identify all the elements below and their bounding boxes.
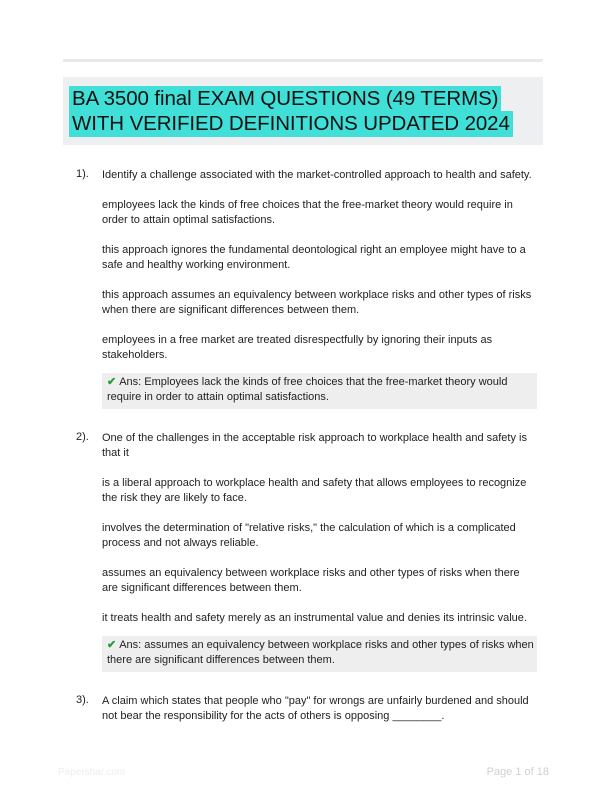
answer-option: this approach ignores the fundamental deontological right an employee might have to a safe and healthy working environment.: [102, 244, 526, 272]
correct-answer-text: Ans: Employees lack the kinds of free choices that the free-market theory would require in order to attain optimal satisfactions.: [107, 376, 508, 404]
page-title-line-1: BA 3500 final EXAM QUESTIONS (49 TERMS): [69, 86, 501, 112]
answer-option: employees lack the kinds of free choices that the free-market theory would require in order to attain optimal satisfactions.: [102, 199, 513, 227]
question-number: 3).: [76, 694, 89, 706]
question-number: 2).: [76, 431, 89, 443]
question-prompt: A claim which states that people who "pay" for wrongs are unfairly burdened and should not bear the responsibility for the acts of others is opposing ________.: [102, 695, 529, 723]
correct-answer-box: [102, 636, 537, 672]
answer-option: this approach assumes an equivalency between workplace risks and other types of risks when there are significant differences between them.: [102, 289, 532, 317]
footer-watermark: Papersbar.com: [58, 767, 126, 778]
answer-option: is a liberal approach to workplace health and safety that allows employees to recognize the risk they are likely to face.: [102, 477, 527, 505]
check-icon: ✔: [107, 376, 117, 388]
correct-answer-box: [102, 373, 537, 409]
question-prompt: Identify a challenge associated with the market-controlled approach to health and safety.: [102, 169, 532, 181]
correct-answer-text: Ans: assumes an equivalency between workplace risks and other types of risks when there are significant differences between them.: [107, 639, 534, 667]
header-divider: [63, 59, 543, 62]
answer-option: it treats health and safety merely as an instrumental value and denies its intrinsic value.: [102, 612, 527, 624]
page-title-line-2: WITH VERIFIED DEFINITIONS UPDATED 2024: [69, 111, 513, 137]
page-number: Page 1 of 18: [486, 766, 549, 778]
check-icon: ✔: [107, 639, 117, 651]
question-prompt: One of the challenges in the acceptable risk approach to workplace health and safety is that it: [102, 432, 527, 460]
answer-option: employees in a free market are treated disrespectfully by ignoring their inputs as stakeholders.: [102, 334, 493, 362]
answer-option: assumes an equivalency between workplace risks and other types of risks when there are significant differences between them.: [102, 567, 520, 595]
title-box: [63, 77, 543, 145]
answer-option: involves the determination of "relative risks," the calculation of which is a complicated process and not always reliable.: [102, 522, 516, 550]
question-number: 1).: [76, 168, 89, 180]
